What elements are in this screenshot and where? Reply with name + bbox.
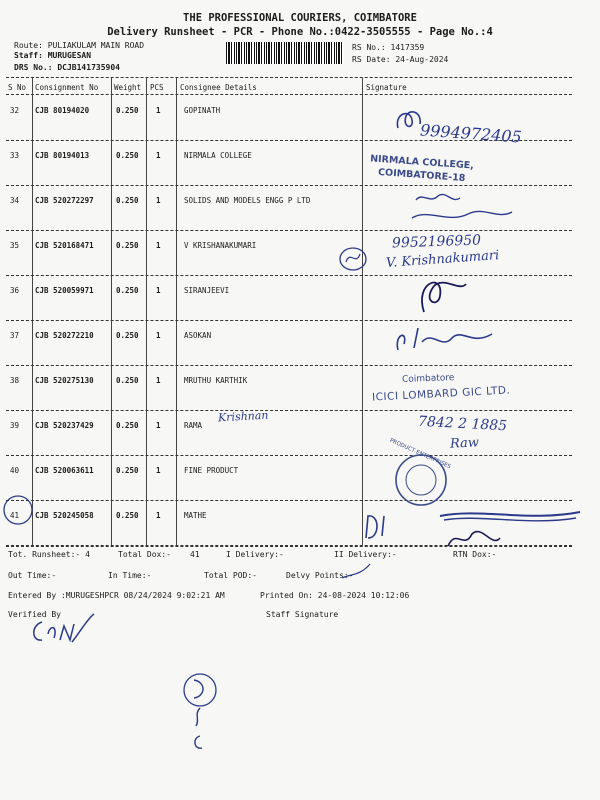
tot-runsheet: Tot. Runsheet:- 4 [8,550,90,559]
row-consignment-no: CJB 520245058 [35,511,94,520]
printed-on: Printed On: 24-08-2024 10:12:06 [260,591,410,600]
row-consignee-name: FINE PRODUCT [184,466,239,475]
row-divider [6,185,572,186]
rs-number: RS No.: 1417359 [352,43,425,52]
stamp-icici-line1: Coimbatore [401,373,455,385]
handwritten-name-row39: Krishnan [217,408,269,425]
col-header-signature: Signature [366,83,407,92]
row-weight: 0.250 [116,151,139,160]
header-bottom-rule [6,94,572,95]
row-weight: 0.250 [116,466,139,475]
delvy-points: Delvy Points:- [286,571,354,580]
row-sno: 35 [10,241,20,250]
row-consignee-name: NIRMALA COLLEGE [184,151,252,160]
signature-scribble-row32 [392,106,432,136]
in-time: In Time:- [108,571,152,580]
row-sno: 38 [10,376,20,385]
total-dox-value: 41 [190,550,200,559]
signature-scribble-row37 [392,320,502,362]
col-header-pcs: PCS [150,83,164,92]
stamp-nirmala-line1: NIRMALA COLLEGE, [369,153,475,172]
row-weight: 0.250 [116,511,139,520]
row-consignment-no: CJB 520275130 [35,376,94,385]
handwritten-phone-row35: 9952196950 [391,232,482,252]
row-consignee-name: GOPINATH [184,106,221,115]
row-weight: 0.250 [116,376,139,385]
row-sno: 37 [10,331,20,340]
row-pcs: 1 [156,151,161,160]
row-consignment-no: CJB 520272297 [35,196,94,205]
signature-scribble-row34 [408,190,518,226]
row-weight: 0.250 [116,106,139,115]
row-sno: 40 [10,466,20,475]
row-consignee-name: SIRANJEEVI [184,286,230,295]
handwritten-name-row35: V. Krishnakumari [385,248,500,271]
row-consignment-no: CJB 520063611 [35,466,94,475]
row-consignee-name: RAMA [184,421,203,430]
row-weight: 0.250 [116,331,139,340]
row-pcs: 1 [156,511,161,520]
column-separator [146,78,147,545]
row-pcs: 1 [156,466,161,475]
i-delivery: I Delivery:- [226,550,284,559]
barcode [226,42,344,64]
row-weight: 0.250 [116,196,139,205]
table-top-rule [6,77,572,78]
row-pcs: 1 [156,376,161,385]
runsheet-subtitle: Delivery Runsheet - PCR - Phone No.:0422-3505555 - Page No.:4 [107,26,493,38]
signature-scribble-row41 [360,498,590,558]
row-consignee-name: SOLIDS AND MODELS ENGG P LTD [184,196,311,205]
company-title: THE PROFESSIONAL COURIERS, COIMBATORE [183,12,417,24]
row-pcs: 1 [156,331,161,340]
row-sno: 32 [10,106,20,115]
row-divider [6,455,572,456]
row-consignee-name: MATHE [184,511,207,520]
row-consignment-no: CJB 520237429 [35,421,94,430]
row-consignee-name: ASOKAN [184,331,212,340]
drs-number: DRS No.: DCJB141735904 [14,63,120,72]
total-pod: Total POD:- [204,571,257,580]
route-label: Route: PULIAKULAM MAIN ROAD [14,41,145,50]
entered-by: Entered By :MURUGESHPCR 08/24/2024 9:02:21 AM [8,591,225,600]
row-pcs: 1 [156,286,161,295]
row-consignment-no: CJB 80194020 [35,106,90,115]
column-separator [362,78,363,545]
row-consignment-no: CJB 520168471 [35,241,94,250]
verified-by: Verified By [8,610,61,619]
signature-scribble-row36 [404,272,474,318]
col-header-weight: Weight [114,83,142,92]
handwritten-phone-row32: 9994972405 [419,120,523,147]
row-consignment-no: CJB 520272210 [35,331,94,340]
row-consignee-name: MRUTHU KARTHIK [184,376,248,385]
row-weight: 0.250 [116,286,139,295]
initials-circle-row35 [338,246,368,272]
column-separator [32,78,33,545]
stamp-product-enterprises: PRODUCT ENTERPRISES [388,437,452,471]
row-divider [6,365,572,366]
row-divider [6,230,572,231]
row-pcs: 1 [156,106,161,115]
row-sno: 39 [10,421,20,430]
row-sno: 36 [10,286,20,295]
row-consignment-no: CJB 520059971 [35,286,94,295]
row-sno: 41 [10,511,20,520]
row-divider [6,275,572,276]
row-sno: 34 [10,196,20,205]
stamp-icici-line2: ICICI LOMBARD GIC LTD. [371,384,511,404]
staff-signature: Staff Signature [266,610,339,619]
col-header-sno: S No [8,83,27,92]
row-weight: 0.250 [116,241,139,250]
handwritten-phone-row39: 7842 2 1885 [417,413,508,435]
rs-date: RS Date: 24-Aug-2024 [352,55,449,64]
stamp-nirmala-line2: COIMBATORE-18 [377,166,466,185]
row-pcs: 1 [156,196,161,205]
row-divider [6,410,572,411]
handwritten-sig-row39: Raw [449,435,480,452]
staff-label: Staff: MURUGESAN [14,51,92,60]
rtn-dox: RTN Dox:- [453,550,497,559]
footer-scribble-mark [340,562,372,582]
col-header-consignee: Consignee Details [180,83,257,92]
col-header-consignment: Consignment No [35,83,99,92]
column-separator [176,78,177,545]
column-separator [111,78,112,545]
total-dox-label: Total Dox:- [118,550,171,559]
verified-signature [28,612,98,652]
row-sno: 33 [10,151,20,160]
row-consignment-no: CJB 80194013 [35,151,90,160]
row-pcs: 1 [156,241,161,250]
row41-circle-mark [2,492,34,528]
footer-top-rule [6,546,572,547]
ii-delivery: II Delivery:- [334,550,397,559]
row-consignee-name: V KRISHANAKUMARI [184,241,257,250]
out-time: Out Time:- [8,571,57,580]
row-weight: 0.250 [116,421,139,430]
row-pcs: 1 [156,421,161,430]
handwritten-margin-note [180,664,220,764]
